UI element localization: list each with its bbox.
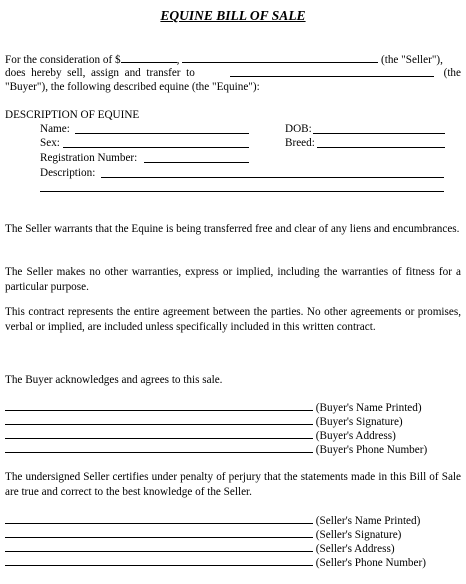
- buyer-address-field[interactable]: [5, 428, 313, 439]
- warranty-clear-clause: The Seller warrants that the Equine is being transferred free and clear of any liens and encumbrances.: [5, 223, 460, 235]
- buyer-signature-label: (Buyer's Signature): [315, 416, 403, 428]
- description-heading: DESCRIPTION OF EQUINE: [5, 109, 140, 121]
- seller-name-printed-label: (Seller's Name Printed): [315, 515, 421, 527]
- intro-line-2: [5, 66, 461, 81]
- seller-phone-field[interactable]: [5, 555, 313, 566]
- seller-signature-field[interactable]: [5, 527, 313, 538]
- intro-line-3: "Buyer"), the following described equine (the "Equine"):: [5, 81, 260, 93]
- seller-label: (the "Seller"),: [380, 54, 443, 66]
- dob-label: DOB:: [285, 123, 312, 135]
- no-warranties-clause: The Seller makes no other warranties, express or implied, including the warranties of fitness for a particular purpose.: [5, 266, 461, 293]
- breed-field[interactable]: [317, 147, 445, 148]
- seller-phone-label: (Seller's Phone Number): [315, 557, 426, 569]
- dob-field[interactable]: [313, 133, 445, 134]
- description-field-line-1[interactable]: [101, 177, 444, 178]
- seller-signature-label: (Seller's Signature): [315, 529, 402, 541]
- seller-name-printed-field[interactable]: [5, 513, 313, 524]
- breed-label: Breed:: [285, 137, 315, 149]
- entire-agreement-clause: This contract represents the entire agreement between the parties. No other agreements or promises, verbal or implied, are included unless specifically included in this written contract.: [5, 306, 461, 333]
- registration-label: Registration Number:: [40, 152, 138, 164]
- buyer-signature-field[interactable]: [5, 414, 313, 425]
- buyer-phone-label: (Buyer's Phone Number): [315, 444, 428, 456]
- consideration-label: For the consideration of $: [5, 54, 121, 66]
- consideration-amount-field[interactable]: [121, 52, 177, 63]
- name-label: Name:: [40, 123, 70, 135]
- sex-label: Sex:: [40, 137, 60, 149]
- buyer-name-field[interactable]: [230, 66, 434, 77]
- buyer-address-label: (Buyer's Address): [315, 430, 396, 442]
- description-field-line-2[interactable]: [40, 191, 444, 192]
- seller-address-field[interactable]: [5, 541, 313, 552]
- sex-field[interactable]: [63, 147, 249, 148]
- seller-name-field[interactable]: [182, 52, 378, 63]
- buyer-acknowledge-text: The Buyer acknowledges and agrees to this sale.: [5, 374, 223, 386]
- seller-certify-text: The undersigned Seller certifies under penalty of perjury that the statements made in this Bill of Sale are true and correct to the best knowledge of the Seller.: [5, 471, 461, 498]
- equine-name-field[interactable]: [75, 133, 249, 134]
- buyer-phone-field[interactable]: [5, 442, 313, 453]
- transfer-label: does hereby sell, assign and transfer to: [5, 67, 195, 79]
- buyer-name-printed-label: (Buyer's Name Printed): [315, 402, 422, 414]
- seller-address-label: (Seller's Address): [315, 543, 395, 555]
- document-title: EQUINE BILL OF SALE: [160, 8, 306, 23]
- comma: ,: [176, 54, 180, 66]
- buyer-label-start: (the: [443, 67, 461, 79]
- buyer-name-printed-field[interactable]: [5, 400, 313, 411]
- registration-number-field[interactable]: [144, 162, 249, 163]
- description-label: Description:: [40, 167, 96, 179]
- seller-phone-row: [5, 555, 426, 571]
- buyer-phone-row: [5, 442, 427, 458]
